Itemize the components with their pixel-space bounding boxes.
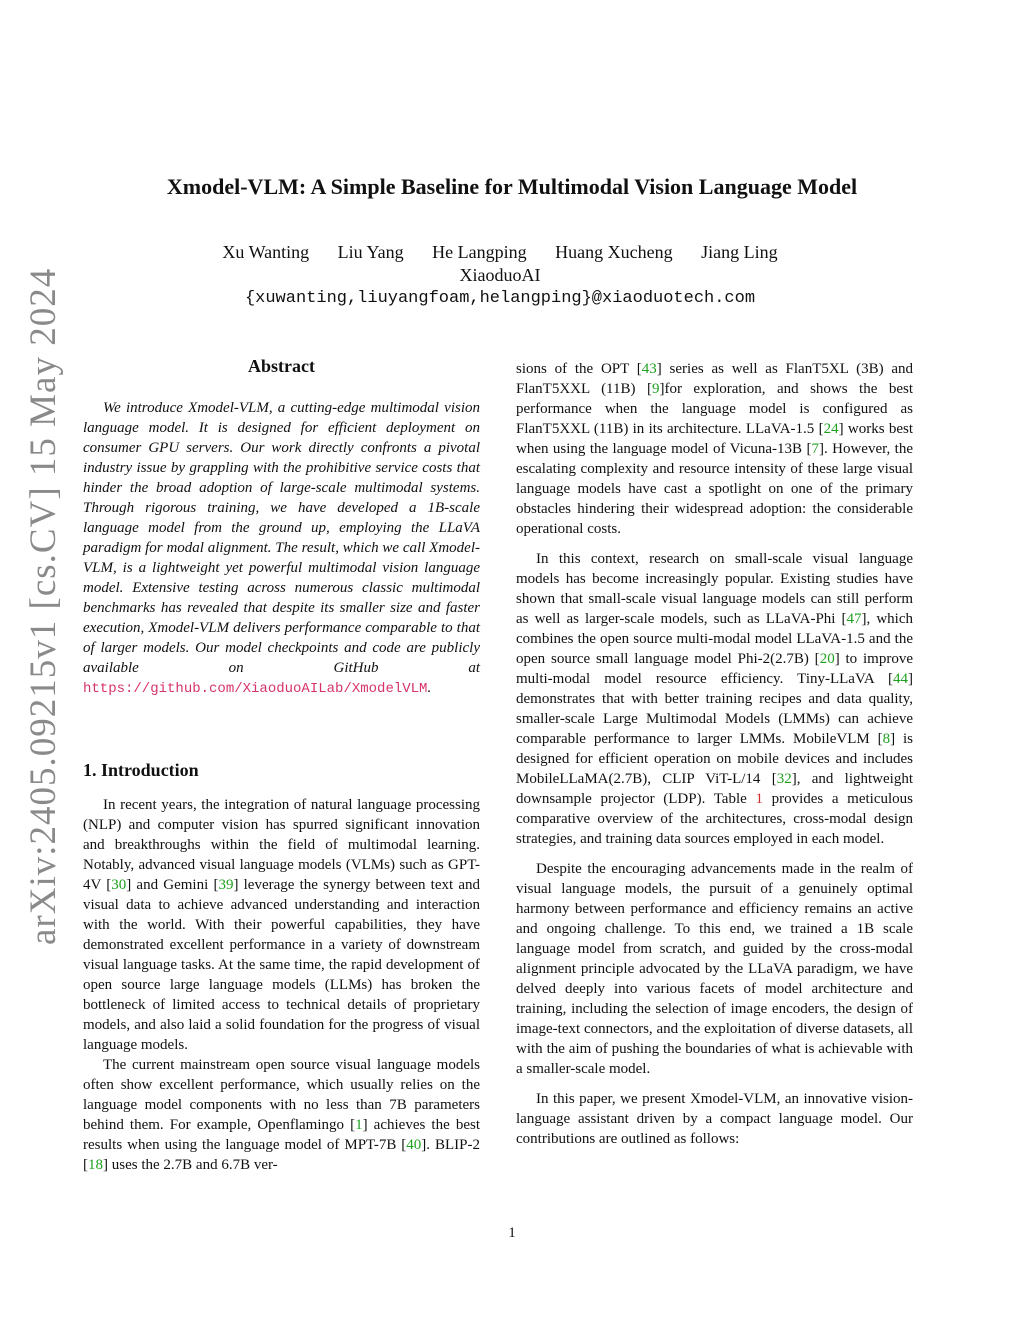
paragraph: In this context, research on small-scale visual language models has become increasingly popular. Existing studies have shown that small-scale visual language models can still perform as well as larger-scale models, such as LLaVA-Phi [47], which combines the open source multi-modal model LLaVA-1.5 and the open source small language model Phi-2(2.7B) [20] to improve multi-modal model resource efficiency. Tiny-LLaVA [44] demonstrates that with better training recipes and data quality, smaller-scale Large Multimodal Models (LMMs) can achieve comparable performance to larger LMMs. MobileVLM [8] is designed for efficient operation on mobile devices and includes MobileLLaMA(2.7B), CLIP ViT-L/14 [32], and lightweight downsample projector (LDP). Table 1 provides a meticulous comparative overview of the architectures, cross-modal design strategies, and training data sources employed in each model.: [516, 551, 914, 847]
citation-link[interactable]: 9: [651, 381, 660, 397]
author-name: Huang Xucheng: [555, 242, 673, 262]
abstract-end: .: [427, 680, 432, 696]
abstract-text: We introduce Xmodel-VLM, a cutting-edge multimodal vision language model. It is designed for efficient deployment on consumer GPU servers. Our work directly confronts a pivotal industry issue by grappling with the prohibitive service costs that hinder the broad adoption of large-scale multimodal systems. Through rigorous training, we have developed a 1B-scale language model from the ground up, employing the LLaVA paradigm for modal alignment. The result, which we call Xmodel-VLM, is a lightweight yet powerful multimodal vision language model. Extensive testing across numerous classic multimodal benchmarks has revealed that despite its smaller size and faster execution, Xmodel-VLM delivers performance comparable to that of larger models. Our model checkpoints and code are publicly available on GitHub at: [83, 400, 480, 676]
author-name: Liu Yang: [337, 242, 404, 262]
citation-link[interactable]: 30: [111, 877, 127, 893]
author-name: Jiang Ling: [701, 242, 778, 262]
paragraph: sions of the OPT [43] series as well as FlanT5XL (3B) and FlanT5XXL (11B) [9]for exploration, and shows the best performance when the language model is configured as FlanT5XXL (11B) in its architecture. LLaVA-1.5 [24] works best when using the language model of Vicuna-13B [7]. However, the escalating complexity and resource intensity of these large visual language models have cast a spotlight on one of the primary obstacles hindering their widespread adoption: the considerable operational costs.: [516, 361, 913, 537]
github-link[interactable]: https://github.com/XiaoduoAILab/XmodelVLM: [83, 681, 428, 697]
paper-title: Xmodel-VLM: A Simple Baseline for Multimodal Vision Language Model: [166, 174, 858, 199]
citation-link[interactable]: 24: [823, 421, 839, 437]
author-block: [100, 241, 900, 310]
page-number: 1: [508, 1225, 516, 1241]
paragraph: In this paper, we present Xmodel-VLM, an innovative vision-language assistant driven by a compact language model. Our contributions are outlined as follows:: [516, 1091, 913, 1147]
affiliation: XiaoduoAI: [459, 265, 541, 285]
author-name: He Langping: [432, 242, 527, 262]
citation-link[interactable]: 1: [355, 1117, 363, 1133]
citation-link[interactable]: 43: [641, 361, 657, 377]
abstract-body: [83, 398, 480, 699]
arxiv-side-label: arXiv:2405.09215v1 [cs.CV] 15 May 2024: [23, 267, 64, 945]
paragraph: Despite the encouraging advancements made in the realm of visual language models, the pursuit of a genuinely optimal harmony between performance and efficiency remains an active and ongoing challenge. To this end, we trained a 1B scale language model from scratch, and guided by the cross-modal alignment principle advocated by the LLaVA paradigm, we have delved deeply into various facets of model architecture and training, including the selection of image encoders, the design of image-text connectors, and the exploitation of diverse datasets, all with the aim of pushing the boundaries of what is achievable with a smaller-scale model.: [516, 861, 913, 1077]
author-emails: {xuwanting,liuyangfoam,helangping}@xiaoduotech.com: [244, 289, 756, 308]
right-column: [516, 359, 913, 1149]
citation-link[interactable]: 47: [846, 611, 862, 627]
citation-link[interactable]: 40: [406, 1137, 422, 1153]
section-heading-introduction: 1. Introduction: [83, 760, 199, 780]
citation-link[interactable]: 32: [776, 771, 792, 787]
intro-left-column: [83, 795, 480, 1175]
table-reference-link[interactable]: 1: [755, 791, 763, 807]
citation-link[interactable]: 20: [819, 651, 835, 667]
citation-link[interactable]: 39: [218, 877, 234, 893]
author-name: Xu Wanting: [222, 242, 310, 262]
paragraph: The current mainstream open source visual language models often show excellent performance, which usually relies on the language model components with no less than 7B parameters behind them. For example, Openflamingo [1] achieves the best results when using the language model of MPT-7B [40]. BLIP-2 [18] uses the 2.7B and 6.7B ver-: [83, 1057, 480, 1173]
author-list: [100, 241, 900, 264]
citation-link[interactable]: 18: [88, 1157, 103, 1173]
abstract-heading: Abstract: [248, 356, 315, 376]
citation-link[interactable]: 8: [882, 731, 891, 747]
citation-link[interactable]: 44: [893, 671, 908, 687]
paragraph: In recent years, the integration of natural language processing (NLP) and computer vision has spurred significant innovation and breakthroughs within the field of multimodal learning. Notably, advanced visual language models (VLMs) such as GPT-4V [30] and Gemini [39] leverage the synergy between text and visual data to achieve advanced understanding and interaction with the world. With their powerful capabilities, they have demonstrated excellent performance in a variety of downstream visual language tasks. At the same time, the rapid development of open source large language models (LLMs) has broken the bottleneck of limited access to technical details of proprietary models, and also laid a solid foundation for the progress of visual language models.: [83, 797, 481, 1053]
citation-link[interactable]: 7: [811, 441, 819, 457]
